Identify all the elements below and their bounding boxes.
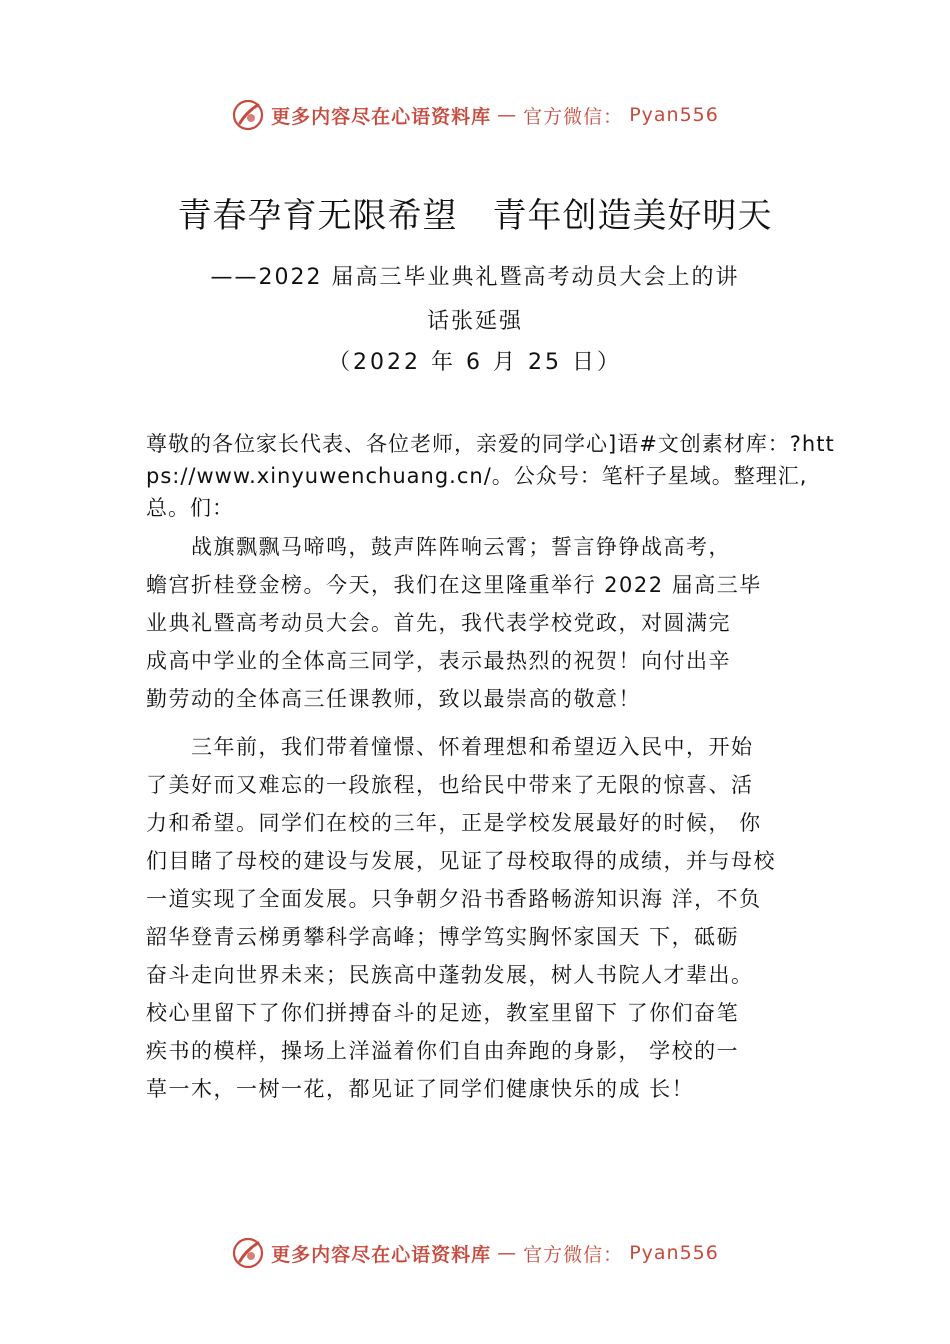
paragraph-line: 们目睹了母校的建设与发展，见证了母校取得的成绩，并与母校: [146, 849, 776, 873]
paragraph-line: 勤劳动的全体高三任课教师，致以最崇高的敬意！: [146, 687, 641, 711]
speech-date: （2022 年 6 月 25 日）: [328, 350, 622, 375]
banner-wechat-id: Pyan556: [629, 104, 719, 126]
banner-brand: 更多内容尽在心语资料库: [271, 105, 492, 128]
salutation: 尊敬的各位家长代表、各位老师，亲爱的同学心]语#文创素材库：?https://www.xinyuwenchuang.cn/。公众号：笔杆子星域。整理汇,总。们：: [146, 432, 835, 520]
pen-logo-icon: [231, 1236, 265, 1270]
banner-wechat-id: Pyan556: [629, 1242, 719, 1264]
subtitle-line-2: 话张延强: [426, 309, 523, 334]
page-title: 青春孕育无限希望 青年创造美好明天: [177, 196, 773, 236]
paragraph-line: 草一木，一树一花，都见证了同学们健康快乐的成 长！: [146, 1077, 695, 1101]
banner-wechat-label: 官方微信：: [523, 1243, 624, 1266]
header-banner: [0, 95, 950, 135]
banner-dash: —: [497, 104, 518, 126]
paragraph-1: [146, 528, 836, 718]
paragraph-line: 韶华登青云梯勇攀科学高峰；博学笃实胸怀家国天 下，砥砺: [146, 925, 740, 949]
paragraph-line: 三年前，我们带着憧憬、怀着理想和希望迈入民中，开始: [146, 735, 754, 759]
subtitle-line-1: ——2022 届高三毕业典礼暨高考动员大会上的讲: [210, 265, 740, 290]
paragraph-line: 奋斗走向世界未来；民族高中蓬勃发展，树人书院人才辈出。: [146, 963, 754, 987]
paragraph-2: [146, 728, 836, 1108]
paragraph-line: 成高中学业的全体高三同学，表示最热烈的祝贺！向付出辛: [146, 649, 731, 673]
banner-wechat-label: 官方微信：: [523, 105, 624, 128]
paragraph-line: 一道实现了全面发展。只争朝夕沿书香路畅游知识海 洋，不负: [146, 887, 762, 911]
banner-dash: —: [497, 1242, 518, 1264]
paragraph-line: 战旗飘飘马啼鸣，鼓声阵阵响云霄；誓言铮铮战高考，: [146, 535, 731, 559]
paragraph-line: 蟾宫折桂登金榜。今天，我们在这里隆重举行 2022 届高三毕: [146, 573, 762, 597]
pen-logo-icon: [231, 98, 265, 132]
footer-banner: [0, 1233, 950, 1273]
paragraph-line: 疾书的模样，操场上洋溢着你们自由奔跑的身影， 学校的一: [146, 1039, 740, 1063]
paragraph-line: 校心里留下了你们拼搏奋斗的足迹，教室里留下 了你们奋笔: [146, 1001, 740, 1025]
paragraph-line: 力和希望。同学们在校的三年，正是学校发展最好的时候， 你: [146, 811, 762, 835]
paragraph-line: 业典礼暨高考动员大会。首先，我代表学校党政，对圆满完: [146, 611, 731, 635]
banner-brand: 更多内容尽在心语资料库: [271, 1243, 492, 1266]
paragraph-line: 了美好而又难忘的一段旅程，也给民中带来了无限的惊喜、活: [146, 773, 754, 797]
